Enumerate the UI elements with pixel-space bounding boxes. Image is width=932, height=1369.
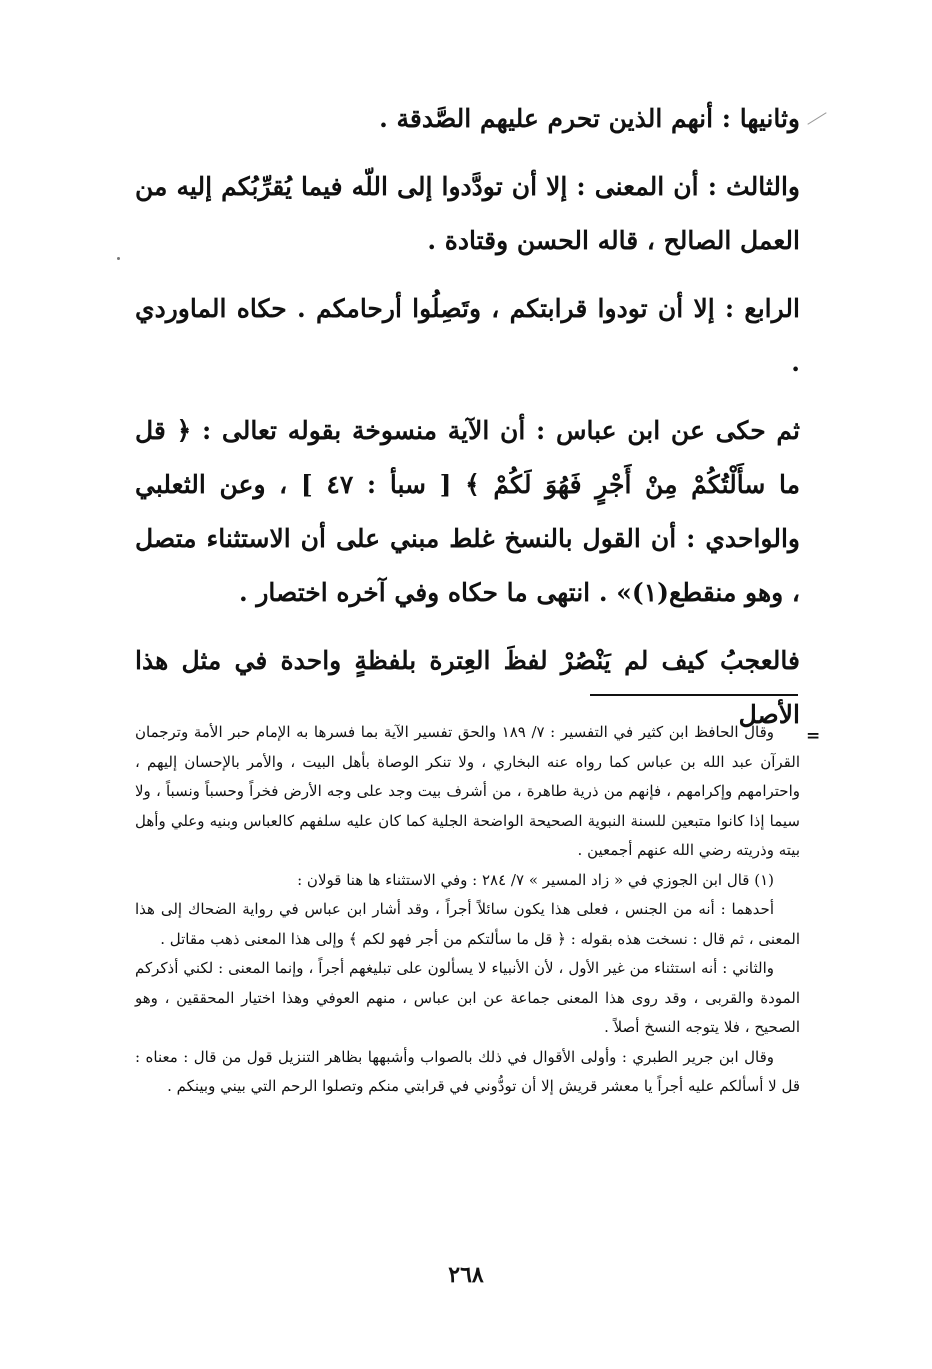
footnote-separator [590,694,798,696]
paragraph-text: : أن المعنى : إلا أن تودَّدوا إلى اللّه فيما يُقرِّبُكم إليه من العمل الصالح ، قاله الحسن وقتادة . [135,172,800,255]
paragraph-third [135,160,800,268]
paragraph-lead: الرابع [744,294,800,323]
scan-speck [117,257,120,260]
paragraph-text: : إلا أن تودوا قرابتكم ، وتَصِلُوا أرحامكم . حكاه الماوردي . [135,294,800,377]
page-number: ٢٦٨ [448,1262,484,1288]
footnote-1: (١) قال ابن الجوزي في « زاد المسير » ٧/ ٢٨٤ : وفي الاستثناء ها هنا قولان : [297,870,774,889]
footnote-1-tabari: وقال ابن جرير الطبري : وأولى الأقوال في ذلك بالصواب وأشبهها بظاهر التنزيل قول من قال : معناه : قل لا أسألكم عليه أجراً يا معشر قريش إلا أن تودُّوني في قرابتي منكم وتصلوا الرحم التي بيني وبينكم . [135,1047,800,1095]
paragraph-text: : أنهم الذين تحرم عليهم الصَّدقة . [379,104,740,133]
footnote-1-first-view: أحدهما : أنه من الجنس ، فعلى هذا يكون سائلاً أجراً ، وقد أشار ابن عباس في رواية الضحاك إلى هذا المعنى ، ثم قال : نسخت هذه بقوله : ﴿ قل ما سألتكم من أجر فهو لكم ﴾ وإلى هذا المعنى ذهب مقاتل . [135,900,800,948]
paragraph-fourth [135,282,800,390]
scan-mark [807,112,826,125]
paragraph-lead: والثالث [726,172,800,201]
paragraph-abbas: ثم حكى عن ابن عباس : أن الآية منسوخة بقوله تعالى : ﴿ قل ما سأَلْتُكُمْ مِنْ أَجْرٍ فَهُوَ لَكُمْ ﴾ [ سبأ : ٤٧ ] ، وعن الثعلبي والواحدي : أن القول بالنسخ غلط مبني على أن الاستثناء متصل ، وهو منقطع(١)» . انتهى ما حكاه وفي آخره اختصار . [135,416,800,607]
footnotes [135,718,800,1102]
main-body-text [135,92,800,756]
paragraph-second [135,92,800,146]
paragraph-conclusion: فالعجبُ كيف لم يَنْصُرْ لفظَ العِترة بلفظةٍ واحدة في مثل هذا الأصل [135,646,800,729]
footnote-continued: وقال الحافظ ابن كثير في التفسير : ٧/ ١٨٩ والحق تفسير الآية بما فسرها به الإمام حبر الأمة وترجمان القرآن عبد الله بن عباس كما رواه عنه البخاري ، ولا تنكر الوصاة بأهل البيت ، والأمر بالإحسان إليهم ، واحترامهم وإكرامهم ، فإنهم من ذرية طاهرة ، من أشرف بيت وجد على وجه الأرض فخراً وحسباً ونسباً ، ولا سيما إذا كانوا متبعين للسنة النبوية الصحيحة الواضحة الجلية كما كان عليه سلفهم كالعباس وبنيه وعلي وأهل بيته وذريته رضي الله عنهم أجمعين . [135,723,800,859]
footnote-1-second-view: والثاني : أنه استثناء من غير الأول ، لأن الأنبياء لا يسألون على تبليغهم أجراً ، وإنما المعنى : لكني أذكركم المودة والقربى ، وقد روى هذا المعنى جماعة عن ابن عباس ، منهم العوفي وهذا اختيار المحققين ، وهو الصحيح ، فلا يتوجه النسخ أصلاً . [135,959,800,1036]
footnote-continuation-mark: = [806,726,821,746]
paragraph-lead: وثانيها [739,104,800,133]
